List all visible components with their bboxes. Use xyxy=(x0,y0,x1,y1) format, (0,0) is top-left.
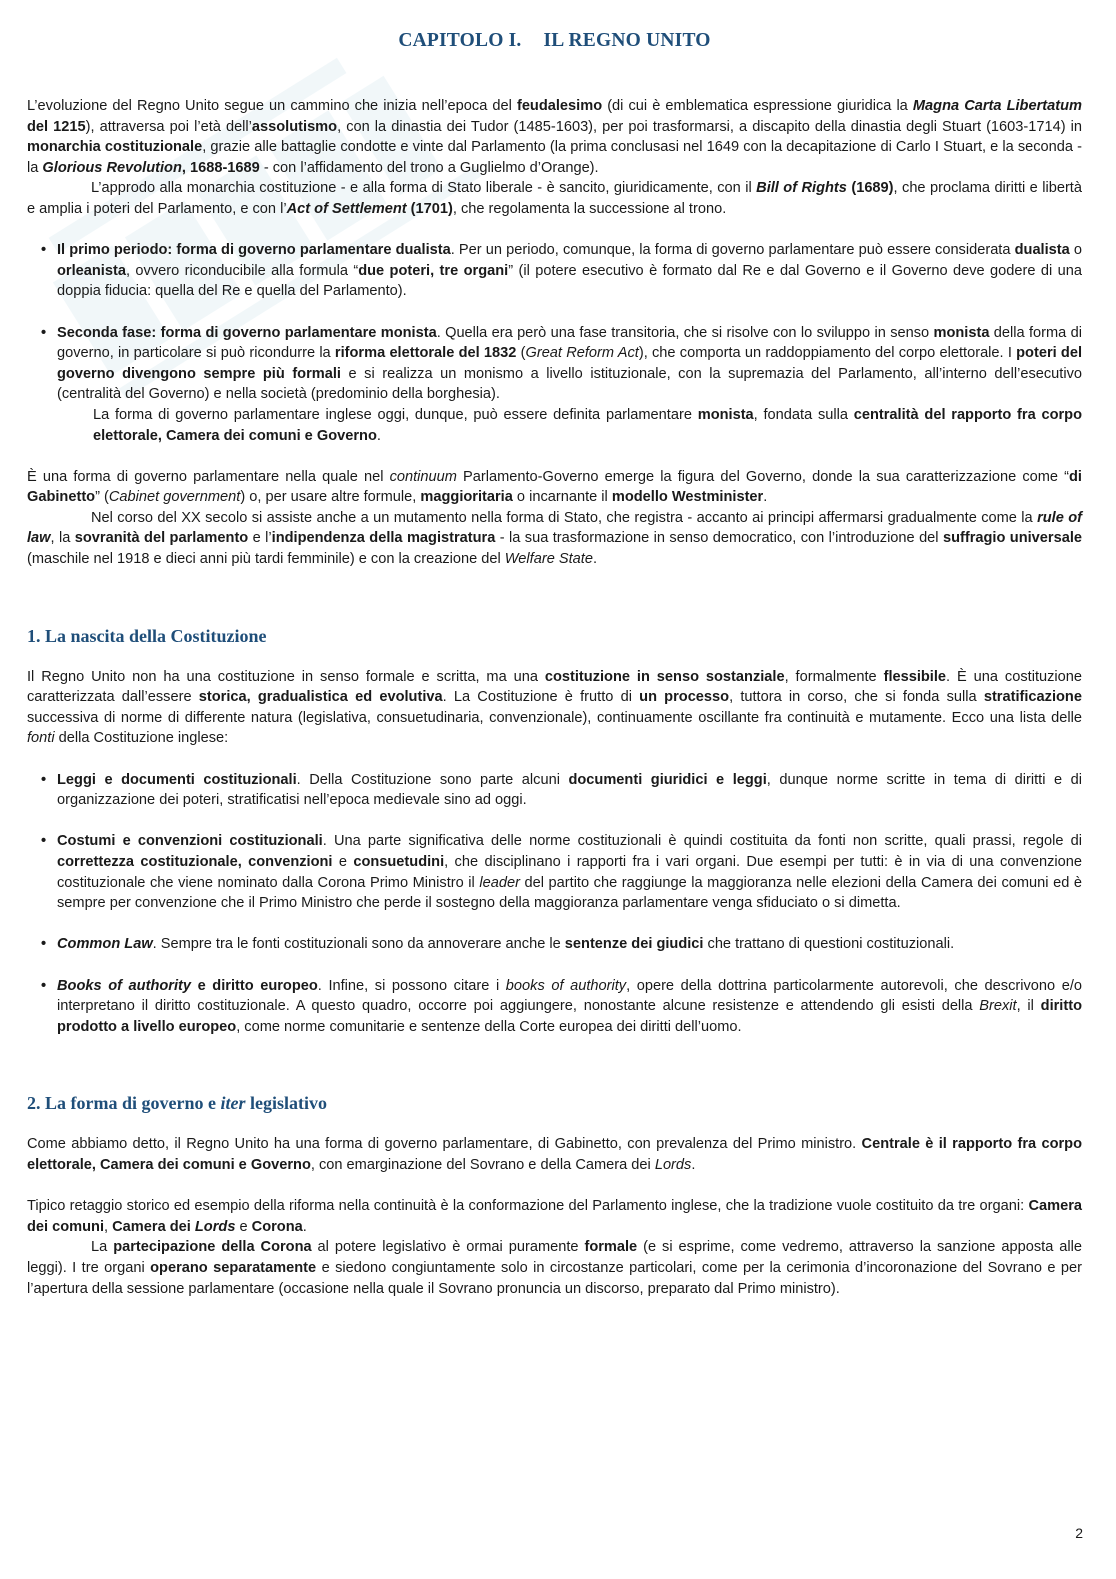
chapter-number: CAPITOLO I. xyxy=(398,30,522,51)
section-2-paragraph-1: Come abbiamo detto, il Regno Unito ha una forma di governo parlamentare, di Gabinetto, con prevalenza del Primo ministro. Centrale è il rapporto fra corpo elettorale, Camera dei comuni e Governo, con emarginazione del Sovrano e della Camera dei Lords. xyxy=(27,1136,1082,1173)
document-content xyxy=(27,30,1082,1299)
list-item: • Il primo periodo: forma di governo parlamentare dualista. Per un periodo, comunque, la forma di governo parlamentare può essere considerata dualista o orleanista, ovvero riconducibile alla formula “due poteri, tre organi” (il potere esecutivo è formato dal Re e dal Governo e il Governo deve godere di una doppia fiducia: quella del Re e quella del Parlamento). xyxy=(41,242,1083,300)
body-paragraph-1: È una forma di governo parlamentare nella quale nel continuum Parlamento-Governo emerge la figura del Governo, donde la sua caratterizzazione come “di Gabinetto” (Cabinet government) o, per usare altre formule, maggioritaria o incarnante il modello Westminister. xyxy=(27,468,1082,506)
section-2-paragraph-3: La partecipazione della Corona al potere legislativo è ormai puramente formale (e si esprime, come vedremo, attraverso la sanzione apposta alle leggi). I tre organi operano separatamente e siedono congiuntamente solo in circostanze particolari, come per la cerimonia d’incoronazione del Sovrano e per l’apertura della sessione parlamentare (occasione nella quale il Sovrano pronuncia un discorso, preparato dal Primo ministro). xyxy=(27,1239,1082,1297)
section-2-paragraph-2: Tipico retaggio storico ed esempio della riforma nella continuità è la conformazione del Parlamento inglese, che la tradizione vuole costituito da tre organi: Camera dei comuni, Camera dei Lords e Corona. xyxy=(27,1198,1082,1235)
phase-2-text: Seconda fase: forma di governo parlamentare monista. Quella era però una fase transitoria, che si risolve con lo sviluppo in senso monista della forma di governo, in particolare si può ricondurre la riforma elettorale del 1832 (Great Reform Act), che comporta un raddoppiamento del corpo elettorale. I poteri del governo divengono sempre più formali e si realizza un monismo a livello istituzionale, con la supremazia del Parlamento, all’interno dell’esecutivo (centralità del Governo) e nella società (predominio della borghesia). xyxy=(57,324,1083,403)
list-item: • Seconda fase: forma di governo parlamentare monista. Quella era però una fase transitoria, che si risolve con lo sviluppo in senso monista della forma di governo, in particolare si può ricondurre la riforma elettorale del 1832 (Great Reform Act), che comporta un raddoppiamento del corpo elettorale. I poteri del governo divengono sempre più formali e si realizza un monismo a livello istituzionale, con la supremazia del Parlamento, all’interno dell’esecutivo (centralità del Governo) e nella società (predominio della borghesia). La forma di governo parlamentare inglese oggi, dunque, può essere definita parlamentare monista, fondata sulla centralità del rapporto fra corpo elettorale, Camera dei comuni e Governo. xyxy=(27,323,1082,447)
source-1-text: Leggi e documenti costituzionali. Della Costituzione sono parte alcuni documenti giuridici e leggi, dunque norme scritte in tema di diritti e di organizzazione dei poteri, stratificatisi nell’epoca medievale sino ad oggi. xyxy=(57,771,1082,809)
phases-list xyxy=(27,240,1082,446)
list-item: • Leggi e documenti costituzionali. Della Costituzione sono parte alcuni documenti giuridici e leggi, dunque norme scritte in tema di diritti e di organizzazione dei poteri, stratificatisi nell’epoca medievale sino ad oggi. xyxy=(41,771,1082,809)
section-2-title-suffix: legislativo xyxy=(245,1093,327,1114)
section-2-title-prefix: 2. La forma di governo e xyxy=(27,1093,221,1114)
source-4-text: Books of authority e diritto europeo. Infine, si possono citare i books of authority, opere della dottrina particolarmente autorevoli, che descrivono e/o interpretano il diritto costituzionale. A questo quadro, occorre poi aggiungere, nonostante alcune resistenze e attendendo gli esisti della Brexit, il diritto prodotto a livello europeo, come norme comunitarie e sentenze della Corte europea dei diritti dell’uomo. xyxy=(57,977,1083,1035)
list-item: • Common Law. Sempre tra le fonti costituzionali sono da annoverare anche le sentenze dei giudici che trattano di questioni costituzionali. xyxy=(41,936,955,953)
section-2-title-italic: iter xyxy=(220,1093,246,1114)
chapter-title xyxy=(27,30,1082,52)
page-number: 2 xyxy=(1075,1525,1083,1541)
source-3-text: Common Law. Sempre tra le fonti costituzionali sono da annoverare anche le sentenze dei giudici che trattano di questioni costituzionali. xyxy=(57,936,955,953)
phase-1-text: Il primo periodo: forma di governo parlamentare dualista. Per un periodo, comunque, la forma di governo parlamentare può essere considerata dualista o orleanista, ovvero riconducibile alla formula “due poteri, tre organi” (il potere esecutivo è formato dal Re e dal Governo e il Governo deve godere di una doppia fiducia: quella del Re e quella del Parlamento). xyxy=(57,242,1083,300)
section-2-title xyxy=(27,1093,1082,1114)
phases-conclusion: La forma di governo parlamentare inglese oggi, dunque, può essere definita parlamentare monista, fondata sulla centralità del rapporto fra corpo elettorale, Camera dei comuni e Governo. xyxy=(93,406,1082,444)
section-1-title: 1. La nascita della Costituzione xyxy=(27,625,267,646)
body-paragraph-2: Nel corso del XX secolo si assiste anche a un mutamento nella forma di Stato, che registra - accanto ai principi affermarsi gradualmente come la rule of law, la sovranità del parlamento e l’indipendenza della magistratura - la sua trasformazione in senso democratico, con l’introduzione del suffragio universale (maschile nel 1918 e dieci anni più tardi femminile) e con la creazione del Welfare State. xyxy=(27,509,1083,568)
chapter-name: IL REGNO UNITO xyxy=(543,30,711,51)
source-2-text: Costumi e convenzioni costituzionali. Una parte significativa delle norme costituzionali è quindi costituita da fonti non scritte, quali prassi, regole di correttezza costituzionale, convenzioni e consuetudini, che disciplinano i rapporti fra i vari organi. Due esempi per tutti: è in via di una convenzione costituzionale che viene nominato dalla Corona Primo Ministro il leader del partito che raggiunge la maggioranza nelle elezioni della Camera dei comuni ed è sempre per convenzione che il Primo Ministro che perde il sostegno della maggioranza parlamentare venga sfiduciato o si dimetta. xyxy=(57,833,1083,912)
section-1-intro: Il Regno Unito non ha una costituzione in senso formale e scritta, ma una costituzione in senso sostanziale, formalmente flessibile. È una costituzione caratterizzata dall’essere storica, gradualistica ed evolutiva. La Costituzione è frutto di un processo, tuttora in corso, che si fonda sulla stratificazione successiva di norme di differente natura (legislativa, consuetudinaria, convenzionale), continuamente oscillante fra continuità e mutamente. Ecco una lista delle fonti della Costituzione inglese: xyxy=(27,668,1082,747)
intro-paragraph-1: L’evoluzione del Regno Unito segue un cammino che inizia nell’epoca del feudalesimo (di cui è emblematica espressione giuridica la Magna Carta Libertatum del 1215), attraversa poi l’età dell’assolutismo, con la dinastia dei Tudor (1485-1603), per poi trasformarsi, a discapito della dinastia degli Stuart (1603-1714) in monarchia costituzionale, grazie alle battaglie condotte e vinte dal Parlamento (la prima conclusasi nel 1649 con la decapitazione di Carlo I Stuart, e la seconda - la Glorious Revolution, 1688-1689 - con l’affidamento del trono a Guglielmo d’Orange). xyxy=(27,98,1083,176)
list-item: • Costumi e convenzioni costituzionali. Una parte significativa delle norme costituzionali è quindi costituita da fonti non scritte, quali prassi, regole di correttezza costituzionale, convenzioni e consuetudini, che disciplinano i rapporti fra i vari organi. Due esempi per tutti: è in via di una convenzione costituzionale che viene nominato dalla Corona Primo Ministro il leader del partito che raggiunge la maggioranza nelle elezioni della Camera dei comuni ed è sempre per convenzione che il Primo Ministro che perde il sostegno della maggioranza parlamentare venga sfiduciato o si dimetta. xyxy=(41,833,1083,912)
list-item: • Books of authority e diritto europeo. Infine, si possono citare i books of authority, opere della dottrina particolarmente autorevoli, che descrivono e/o interpretano il diritto costituzionale. A questo quadro, occorre poi aggiungere, nonostante alcune resistenze e attendendo gli esisti della Brexit, il diritto prodotto a livello europeo, come norme comunitarie e sentenze della Corte europea dei diritti dell’uomo. xyxy=(41,977,1083,1035)
sources-list xyxy=(27,770,1082,1038)
intro-paragraph-2: L’approdo alla monarchia costituzione - e alla forma di Stato liberale - è sancito, giuridicamente, con il Bill of Rights (1689), che proclama diritti e libertà e amplia i poteri del Parlamento, e con l’Act of Settlement (1701), che regolamenta la successione al trono. xyxy=(27,180,1082,217)
